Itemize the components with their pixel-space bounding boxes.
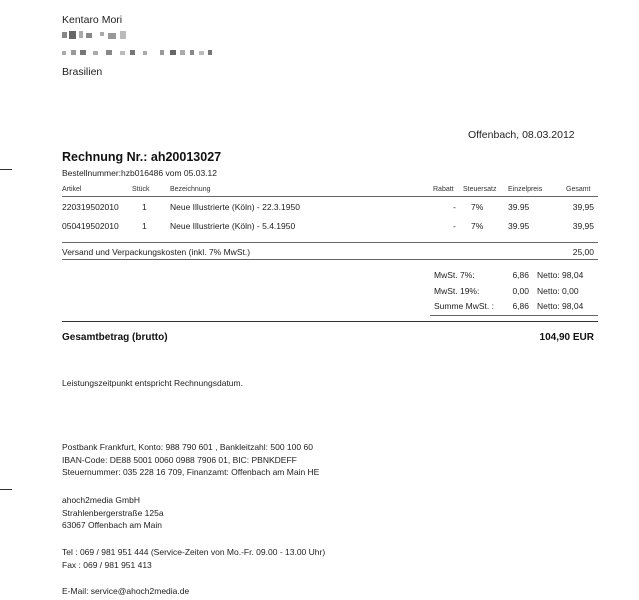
shipping-rule bbox=[62, 259, 598, 260]
row-gesamt: 39,95 bbox=[572, 221, 594, 231]
header-steuersatz: Steuersatz bbox=[463, 186, 497, 193]
phone-line: Tel : 069 / 981 951 444 (Service-Zeiten von Mo.-Fr. 09.00 - 13.00 Uhr) bbox=[62, 547, 326, 557]
row-artikel: 050419502010 bbox=[62, 221, 119, 231]
tax-netto: Netto: 98,04 bbox=[537, 270, 584, 280]
company-name: ahoch2media GmbH bbox=[62, 495, 140, 505]
row-bezeichnung: Neue Illustrierte (Köln) - 5.4.1950 bbox=[170, 221, 296, 231]
row-steuersatz: 7% bbox=[471, 221, 484, 231]
email-line: E-Mail: service@ahoch2media.de bbox=[62, 586, 190, 596]
tax-label: MwSt. 19%: bbox=[434, 286, 480, 296]
row-bezeichnung: Neue Illustrierte (Köln) - 22.3.1950 bbox=[170, 202, 300, 212]
header-stueck: Stück bbox=[132, 186, 150, 193]
row-rabatt: - bbox=[453, 221, 456, 231]
tax-label: MwSt. 7%: bbox=[434, 270, 475, 280]
row-rabatt: - bbox=[453, 202, 456, 212]
fold-mark-top bbox=[0, 169, 12, 170]
service-date-note: Leistungszeitpunkt entspricht Rechnungsdatum. bbox=[62, 378, 243, 388]
recipient-name: Kentaro Mori bbox=[62, 14, 123, 26]
header-bezeichnung: Bezeichnung bbox=[170, 186, 211, 193]
header-rabatt: Rabatt bbox=[433, 186, 454, 193]
total-rule bbox=[62, 321, 598, 322]
recipient-country: Brasilien bbox=[62, 66, 103, 78]
tax-amount: 6,86 bbox=[512, 301, 529, 311]
row-gesamt: 39,95 bbox=[572, 202, 594, 212]
shipping-value: 25,00 bbox=[572, 247, 594, 257]
row-einzelpreis: 39.95 bbox=[508, 221, 530, 231]
rows-rule bbox=[62, 242, 598, 243]
header-gesamt: Gesamt bbox=[566, 186, 591, 193]
place-and-date: Offenbach, 08.03.2012 bbox=[468, 129, 575, 141]
tax-rule bbox=[430, 315, 598, 316]
order-number: Bestellnummer:hzb016486 vom 05.03.12 bbox=[62, 168, 217, 178]
tax-number-line: Steuernummer: 035 228 16 709, Finanzamt: Offenbach am Main HE bbox=[62, 467, 320, 477]
iban-line: IBAN-Code: DE88 5001 0060 0988 7906 01, BIC: PBNKDEFF bbox=[62, 454, 297, 465]
total-label: Gesamtbetrag (brutto) bbox=[62, 332, 168, 343]
bank-line: Postbank Frankfurt, Konto: 988 790 601 , Bankleitzahl: 500 100 60 bbox=[62, 442, 313, 452]
invoice-title: Rechnung Nr.: ah20013027 bbox=[62, 150, 222, 164]
row-stueck: 1 bbox=[142, 202, 147, 212]
company-address bbox=[62, 494, 164, 532]
header-rule bbox=[62, 196, 598, 197]
row-einzelpreis: 39.95 bbox=[508, 202, 530, 212]
fax-line: Fax : 069 / 981 951 413 bbox=[62, 559, 152, 570]
header-einzelpreis: Einzelpreis bbox=[508, 186, 543, 193]
tax-netto: Netto: 98,04 bbox=[537, 301, 584, 311]
row-stueck: 1 bbox=[142, 221, 147, 231]
tax-label: Summe MwSt. : bbox=[434, 301, 494, 311]
company-city: 63067 Offenbach am Main bbox=[62, 520, 163, 530]
tax-netto: Netto: 0,00 bbox=[537, 286, 579, 296]
header-artikel: Artikel bbox=[62, 186, 82, 193]
company-street: Strahlenbergerstraße 125a bbox=[62, 507, 164, 518]
total-value: 104,90 EUR bbox=[539, 332, 594, 343]
shipping-label: Versand und Verpackungskosten (inkl. 7% MwSt.) bbox=[62, 247, 251, 257]
tax-amount: 6,86 bbox=[512, 270, 529, 280]
row-steuersatz: 7% bbox=[471, 202, 484, 212]
bank-details bbox=[62, 441, 319, 479]
row-artikel: 220319502010 bbox=[62, 202, 119, 212]
fold-mark-bottom bbox=[0, 489, 12, 490]
tax-amount: 0,00 bbox=[512, 286, 529, 296]
contact-info bbox=[62, 546, 325, 571]
